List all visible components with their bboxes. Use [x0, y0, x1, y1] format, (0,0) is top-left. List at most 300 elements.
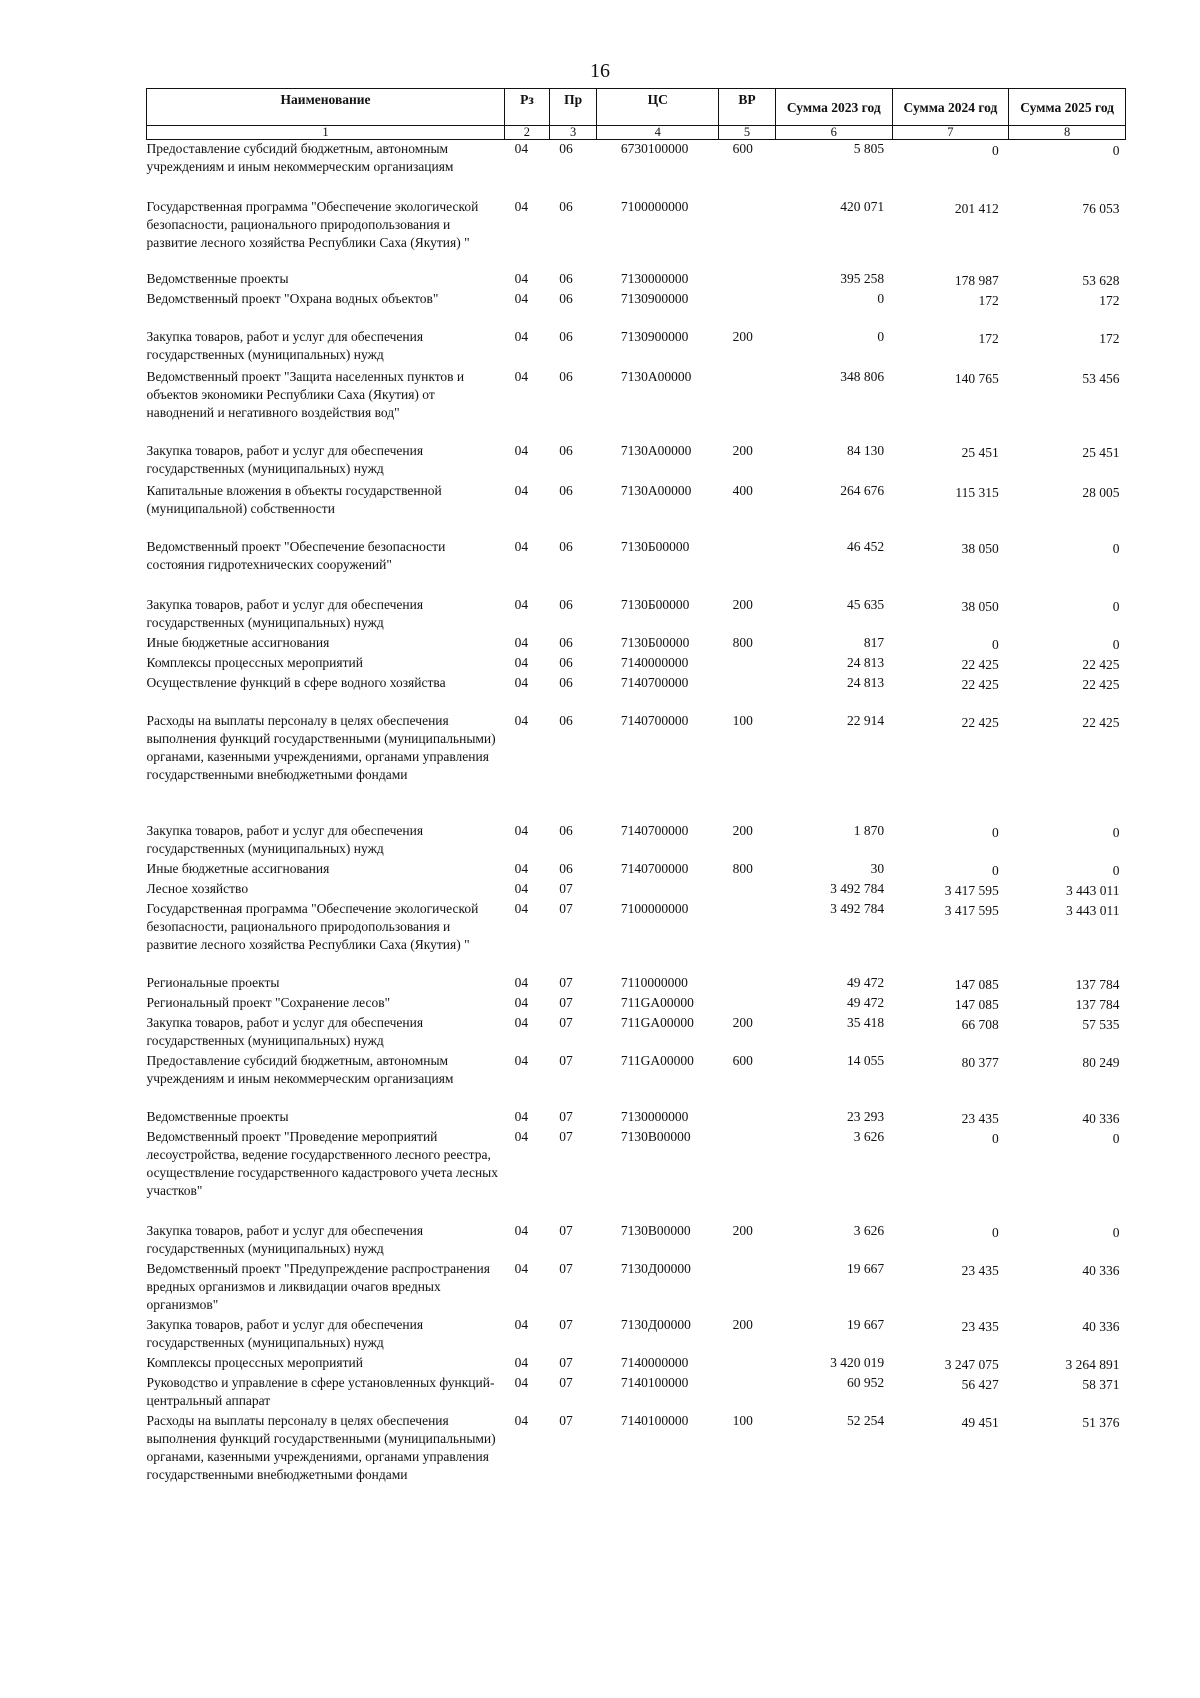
table-row	[147, 822, 1126, 860]
row-sum-2024-value: 23 435	[961, 1318, 999, 1334]
table-row	[147, 1108, 1126, 1128]
table-row	[147, 1014, 1126, 1052]
row-name: Ведомственный проект "Проведение мероприятий лесоустройства, ведение государственного лесного реестра, осуществление государственного кадастрового учета лесных участков"	[146, 1128, 499, 1198]
row-sum-2025-value: 40 336	[1082, 1110, 1120, 1126]
row-rz: 04	[514, 1374, 529, 1390]
row-sum-2025-value: 76 053	[1082, 200, 1120, 216]
header-sum-2024: Сумма 2024 год	[892, 89, 1009, 126]
row-pr: 06	[559, 328, 573, 344]
row-sum-2023: 19 667	[846, 1316, 885, 1332]
row-name: Государственная программа "Обеспечение экологической безопасности, рационального природопользования и развитие лесного хозяйства Республики Саха (Якутия) "	[146, 900, 479, 952]
row-sum-2025-value: 137 784	[1075, 976, 1120, 992]
row-sum-2025-value: 0	[1112, 1130, 1120, 1146]
row-sum-2023: 348 806	[840, 368, 885, 384]
table-row	[147, 654, 1126, 674]
row-pr: 06	[559, 198, 573, 214]
row-sum-2025	[1009, 860, 1126, 880]
row-rz: 04	[514, 994, 529, 1010]
row-pr: 06	[559, 290, 573, 306]
table-row	[147, 1354, 1126, 1374]
row-name: Закупка товаров, работ и услуг для обеспечения государственных (муниципальных) нужд	[146, 1222, 424, 1256]
row-sum-2024-value: 22 425	[961, 714, 999, 730]
row-name: Иные бюджетные ассигнования	[146, 860, 330, 876]
row-sum-2024-value: 172	[978, 292, 999, 308]
row-name: Закупка товаров, работ и услуг для обеспечения государственных (муниципальных) нужд	[146, 442, 424, 476]
row-cs: 7140700000	[620, 712, 689, 728]
row-sum-2025	[1009, 974, 1126, 994]
row-sum-2023: 5 805	[853, 141, 885, 156]
row-sum-2025	[1009, 1316, 1126, 1354]
table-row	[147, 1260, 1126, 1316]
row-cs: 7140000000	[620, 654, 689, 670]
table-row	[147, 270, 1126, 290]
row-cs: 7140100000	[620, 1374, 689, 1390]
row-vr: 600	[732, 1052, 753, 1068]
row-sum-2023: 0	[877, 290, 885, 306]
row-sum-2024	[892, 482, 1009, 538]
row-rz: 04	[514, 1222, 529, 1238]
row-sum-2024	[892, 1108, 1009, 1128]
row-vr: 200	[732, 1222, 753, 1238]
row-pr: 06	[559, 538, 573, 554]
row-sum-2024-value: 23 435	[961, 1110, 999, 1126]
table-body	[147, 140, 1126, 1508]
row-sum-2024-value: 49 451	[961, 1414, 999, 1430]
row-sum-2025-value: 58 371	[1082, 1376, 1120, 1392]
row-pr: 07	[559, 900, 573, 916]
row-pr: 06	[559, 596, 573, 612]
table-row	[147, 328, 1126, 368]
row-sum-2023: 817	[863, 634, 885, 650]
row-sum-2024-value: 147 085	[954, 996, 999, 1012]
row-sum-2023: 19 667	[846, 1260, 885, 1276]
row-sum-2025-value: 0	[1112, 636, 1120, 652]
row-name: Комплексы процессных мероприятий	[146, 1354, 363, 1370]
row-vr: 200	[732, 442, 753, 458]
row-sum-2024	[892, 270, 1009, 290]
row-vr	[719, 538, 776, 596]
row-pr: 07	[559, 1412, 573, 1428]
row-sum-2025	[1009, 994, 1126, 1014]
row-rz: 04	[514, 368, 529, 384]
row-cs: 7130Б00000	[620, 538, 690, 554]
row-vr: 400	[732, 482, 753, 498]
row-sum-2025-value: 40 336	[1082, 1262, 1120, 1278]
row-cs	[597, 880, 719, 900]
row-sum-2024	[892, 140, 1009, 198]
row-sum-2025-value: 22 425	[1082, 676, 1120, 692]
row-rz: 04	[514, 712, 529, 728]
row-rz: 04	[514, 634, 529, 650]
row-pr: 07	[559, 1052, 573, 1068]
row-cs: 7130000000	[620, 1108, 689, 1124]
row-sum-2024	[892, 596, 1009, 634]
header-sum-2025: Сумма 2025 год	[1009, 89, 1126, 126]
table-row	[147, 900, 1126, 974]
table-row	[147, 140, 1126, 198]
table-row	[147, 198, 1126, 270]
row-sum-2025-value: 0	[1112, 862, 1120, 878]
row-sum-2025	[1009, 538, 1126, 596]
row-cs: 7130Д00000	[620, 1260, 691, 1276]
row-pr: 07	[559, 1354, 573, 1370]
row-sum-2024-value: 0	[992, 143, 999, 158]
row-rz: 04	[514, 1354, 529, 1370]
row-sum-2023: 60 952	[846, 1374, 885, 1390]
row-sum-2024-value: 3 417 595	[944, 882, 999, 898]
row-vr	[719, 974, 776, 994]
row-sum-2024	[892, 1260, 1009, 1316]
row-sum-2024	[892, 368, 1009, 442]
row-sum-2024	[892, 538, 1009, 596]
row-sum-2024-value: 38 050	[961, 540, 999, 556]
row-cs: 711GA00000	[620, 1014, 694, 1030]
row-vr	[719, 198, 776, 270]
row-sum-2023: 0	[877, 328, 885, 344]
row-rz: 04	[514, 442, 529, 458]
row-sum-2025-value: 3 264 891	[1065, 1356, 1120, 1372]
row-vr	[719, 290, 776, 328]
row-rz: 04	[514, 822, 529, 838]
row-sum-2025-value: 3 443 011	[1066, 902, 1120, 918]
row-vr	[719, 994, 776, 1014]
row-sum-2024	[892, 654, 1009, 674]
table-row	[147, 634, 1126, 654]
row-rz: 04	[514, 482, 529, 498]
row-vr: 200	[732, 596, 753, 612]
row-sum-2024-value: 115 315	[955, 484, 999, 500]
row-sum-2025	[1009, 900, 1126, 974]
row-sum-2024-value: 0	[992, 824, 999, 840]
row-cs: 7130А00000	[620, 482, 692, 498]
row-pr: 07	[559, 1316, 573, 1332]
row-sum-2024	[892, 974, 1009, 994]
table-row	[147, 994, 1126, 1014]
row-pr: 07	[559, 974, 573, 990]
row-sum-2024	[892, 1128, 1009, 1222]
row-rz: 04	[514, 198, 529, 214]
table-row	[147, 974, 1126, 994]
row-sum-2024	[892, 1052, 1009, 1108]
row-sum-2024	[892, 328, 1009, 368]
column-number-row	[147, 126, 1126, 140]
row-sum-2024-value: 178 987	[954, 272, 999, 288]
row-vr: 800	[732, 860, 753, 876]
row-name: Ведомственный проект "Защита населенных пунктов и объектов экономики Республики Саха (Якутия) от наводнений и негативного воздействия вод"	[146, 368, 465, 420]
row-cs: 7130900000	[620, 290, 689, 306]
row-pr: 06	[559, 368, 573, 384]
row-sum-2023: 46 452	[846, 538, 885, 554]
row-sum-2025	[1009, 880, 1126, 900]
row-sum-2024-value: 3 247 075	[944, 1356, 999, 1372]
row-name: Закупка товаров, работ и услуг для обеспечения государственных (муниципальных) нужд	[146, 1014, 424, 1048]
row-sum-2024-value: 56 427	[961, 1376, 999, 1392]
row-sum-2023: 52 254	[846, 1412, 885, 1428]
row-sum-2024	[892, 1222, 1009, 1260]
table-row	[147, 442, 1126, 482]
row-name: Ведомственный проект "Обеспечение безопасности состояния гидротехнических сооружений"	[146, 538, 446, 572]
row-sum-2025	[1009, 1052, 1126, 1108]
row-cs: 7130900000	[620, 328, 689, 344]
column-number: 1	[147, 126, 505, 140]
row-sum-2024	[892, 900, 1009, 974]
row-sum-2024	[892, 1014, 1009, 1052]
row-pr: 06	[559, 482, 573, 498]
row-vr	[719, 368, 776, 442]
row-vr: 200	[732, 1014, 753, 1030]
row-sum-2023: 49 472	[846, 974, 885, 990]
row-sum-2024-value: 66 708	[961, 1016, 999, 1032]
row-sum-2024	[892, 1316, 1009, 1354]
row-cs: 7100000000	[620, 198, 689, 214]
row-sum-2024	[892, 994, 1009, 1014]
row-pr: 07	[559, 880, 573, 896]
row-sum-2023: 264 676	[840, 482, 885, 498]
row-cs: 7100000000	[620, 900, 689, 916]
row-sum-2023: 1 870	[853, 822, 885, 838]
row-sum-2024-value: 147 085	[954, 976, 999, 992]
row-sum-2023: 3 492 784	[830, 900, 885, 916]
row-sum-2023: 3 626	[853, 1128, 885, 1144]
row-sum-2025	[1009, 290, 1126, 328]
table-row	[147, 596, 1126, 634]
header-name: Наименование	[147, 89, 505, 126]
row-rz: 04	[514, 674, 529, 690]
row-sum-2024	[892, 674, 1009, 712]
row-sum-2025-value: 0	[1112, 824, 1120, 840]
row-sum-2024-value: 23 435	[961, 1262, 999, 1278]
row-cs: 7130А00000	[620, 368, 692, 384]
row-sum-2024-value: 201 412	[954, 200, 999, 216]
row-rz: 04	[514, 1052, 529, 1068]
row-sum-2025	[1009, 1354, 1126, 1374]
row-sum-2023: 84 130	[846, 442, 885, 458]
row-rz: 04	[514, 538, 529, 554]
row-sum-2024	[892, 860, 1009, 880]
row-cs: 7140700000	[620, 860, 689, 876]
table-row	[147, 880, 1126, 900]
table-row	[147, 674, 1126, 712]
row-sum-2024-value: 22 425	[961, 656, 999, 672]
row-sum-2025-value: 25 451	[1082, 444, 1120, 460]
row-name: Капитальные вложения в объекты государственной (муниципальной) собственности	[146, 482, 442, 516]
table-row	[147, 1374, 1126, 1412]
row-sum-2024	[892, 290, 1009, 328]
row-sum-2024	[892, 1354, 1009, 1374]
row-pr: 06	[559, 442, 573, 458]
row-sum-2023: 395 258	[840, 270, 885, 286]
row-sum-2025-value: 3 443 011	[1066, 882, 1120, 898]
row-sum-2025	[1009, 140, 1126, 198]
row-sum-2025	[1009, 1222, 1126, 1260]
column-number: 6	[775, 126, 892, 140]
row-sum-2025-value: 137 784	[1075, 996, 1120, 1012]
header-cs: ЦС	[597, 89, 719, 126]
row-sum-2025	[1009, 270, 1126, 290]
row-vr	[719, 1108, 776, 1128]
row-sum-2025	[1009, 712, 1126, 822]
row-pr: 06	[559, 712, 573, 728]
row-name: Расходы на выплаты персоналу в целях обеспечения выполнения функций государственными (муниципальными) органами, казенными учреждениями, органами управления государственными внебюджетными фондами	[146, 1412, 496, 1482]
row-vr: 200	[732, 1316, 753, 1332]
row-vr	[719, 1128, 776, 1222]
row-rz: 04	[514, 1128, 529, 1144]
row-sum-2025-value: 172	[1099, 330, 1120, 346]
row-rz: 04	[514, 860, 529, 876]
header-pr: Пр	[549, 89, 597, 126]
row-rz: 04	[514, 1316, 529, 1332]
row-name: Закупка товаров, работ и услуг для обеспечения государственных (муниципальных) нужд	[146, 328, 424, 362]
row-cs: 7140700000	[620, 674, 689, 690]
row-sum-2025-value: 0	[1112, 598, 1120, 614]
row-sum-2024	[892, 822, 1009, 860]
row-sum-2025	[1009, 674, 1126, 712]
column-number: 4	[597, 126, 719, 140]
row-sum-2025-value: 53 628	[1082, 272, 1120, 288]
row-sum-2024-value: 0	[992, 862, 999, 878]
table-row	[147, 538, 1126, 596]
row-pr: 07	[559, 1128, 573, 1144]
row-name: Руководство и управление в сфере установленных функций-центральный аппарат	[146, 1374, 495, 1408]
page-number: 16	[590, 60, 610, 82]
column-number: 8	[1009, 126, 1126, 140]
row-sum-2024-value: 80 377	[961, 1054, 999, 1070]
row-sum-2023: 22 914	[846, 712, 885, 728]
row-sum-2025-value: 22 425	[1082, 656, 1120, 672]
row-sum-2025-value: 172	[1099, 292, 1120, 308]
table-row	[147, 290, 1126, 328]
row-sum-2025	[1009, 1128, 1126, 1222]
table-row	[147, 1128, 1126, 1222]
table-row	[147, 482, 1126, 538]
row-sum-2025	[1009, 1412, 1126, 1508]
row-pr: 07	[559, 1222, 573, 1238]
row-sum-2023: 45 635	[846, 596, 885, 612]
row-sum-2024-value: 0	[992, 1224, 999, 1240]
row-sum-2024-value: 38 050	[961, 598, 999, 614]
header-sum-2023: Сумма 2023 год	[775, 89, 892, 126]
row-sum-2025	[1009, 1108, 1126, 1128]
row-cs: 7130Б00000	[620, 634, 690, 650]
row-vr	[719, 880, 776, 900]
row-cs: 711GA00000	[620, 1052, 694, 1068]
row-name: Предоставление субсидий бюджетным, автономным учреждениям и иным некоммерческим организациям	[146, 141, 454, 174]
row-vr: 200	[732, 822, 753, 838]
table-row	[147, 1222, 1126, 1260]
row-sum-2024-value: 172	[978, 330, 999, 346]
row-name: Иные бюджетные ассигнования	[146, 634, 330, 650]
row-sum-2023: 14 055	[846, 1052, 885, 1068]
row-sum-2025	[1009, 654, 1126, 674]
row-rz: 04	[514, 1412, 529, 1428]
row-sum-2025	[1009, 634, 1126, 654]
row-sum-2024-value: 3 417 595	[944, 902, 999, 918]
row-rz: 04	[514, 1108, 529, 1124]
header-row	[147, 89, 1126, 126]
row-pr: 06	[559, 822, 573, 838]
row-rz: 04	[514, 328, 529, 344]
row-sum-2024	[892, 198, 1009, 270]
row-cs: 7130000000	[620, 270, 689, 286]
row-sum-2024	[892, 880, 1009, 900]
row-pr: 06	[559, 674, 573, 690]
row-name: Ведомственные проекты	[146, 1108, 289, 1124]
row-vr	[719, 654, 776, 674]
column-number: 2	[505, 126, 550, 140]
row-name: Ведомственный проект "Охрана водных объектов"	[146, 290, 439, 306]
row-name: Закупка товаров, работ и услуг для обеспечения государственных (муниципальных) нужд	[146, 1316, 424, 1350]
row-sum-2025-value: 40 336	[1082, 1318, 1120, 1334]
row-rz: 04	[514, 1260, 529, 1276]
row-sum-2024	[892, 1412, 1009, 1508]
row-sum-2025	[1009, 1260, 1126, 1316]
row-pr: 07	[559, 1108, 573, 1124]
row-sum-2024-value: 140 765	[954, 370, 999, 386]
table-row	[147, 860, 1126, 880]
row-sum-2025-value: 0	[1112, 143, 1120, 158]
table-row	[147, 1052, 1126, 1108]
row-sum-2025	[1009, 596, 1126, 634]
row-cs: 7130В00000	[620, 1222, 691, 1238]
row-pr: 07	[559, 1014, 573, 1030]
row-rz: 04	[514, 270, 529, 286]
row-cs: 7140700000	[620, 822, 689, 838]
row-sum-2023: 420 071	[840, 198, 885, 214]
row-rz: 04	[514, 290, 529, 306]
row-sum-2025	[1009, 328, 1126, 368]
row-rz: 04	[514, 1014, 529, 1030]
column-number: 5	[719, 126, 776, 140]
row-name: Региональные проекты	[146, 974, 280, 990]
row-vr	[719, 900, 776, 974]
row-cs: 7130Б00000	[620, 596, 690, 612]
header-rz: Рз	[505, 89, 550, 126]
row-vr: 800	[732, 634, 753, 650]
row-sum-2025	[1009, 822, 1126, 860]
row-cs: 7140100000	[620, 1412, 689, 1428]
row-pr: 07	[559, 1260, 573, 1276]
row-sum-2023: 24 813	[846, 654, 885, 670]
header-vr: ВР	[719, 89, 776, 126]
row-sum-2025	[1009, 368, 1126, 442]
row-cs: 7130А00000	[620, 442, 692, 458]
row-sum-2025	[1009, 1374, 1126, 1412]
row-sum-2024-value: 25 451	[961, 444, 999, 460]
row-sum-2025-value: 57 535	[1082, 1016, 1120, 1032]
row-vr	[719, 674, 776, 712]
row-vr: 200	[732, 328, 753, 344]
row-sum-2024-value: 0	[992, 636, 999, 652]
column-number: 7	[892, 126, 1009, 140]
row-pr: 06	[559, 860, 573, 876]
row-name: Комплексы процессных мероприятий	[146, 654, 363, 670]
row-rz: 04	[514, 654, 529, 670]
row-sum-2025	[1009, 442, 1126, 482]
row-sum-2024	[892, 634, 1009, 654]
table-row	[147, 712, 1126, 822]
row-sum-2023: 24 813	[846, 674, 885, 690]
row-cs: 711GA00000	[620, 994, 694, 1010]
row-pr: 07	[559, 1374, 573, 1390]
row-cs: 7130В00000	[620, 1128, 691, 1144]
column-number: 3	[549, 126, 597, 140]
table-row	[147, 1412, 1126, 1508]
row-sum-2024	[892, 712, 1009, 822]
row-vr: 100	[732, 712, 753, 728]
row-sum-2025-value: 51 376	[1082, 1414, 1120, 1430]
row-name: Закупка товаров, работ и услуг для обеспечения государственных (муниципальных) нужд	[146, 596, 424, 630]
row-name: Ведомственный проект "Предупреждение распространения вредных организмов и ликвидации очагов вредных организмов"	[146, 1260, 490, 1312]
